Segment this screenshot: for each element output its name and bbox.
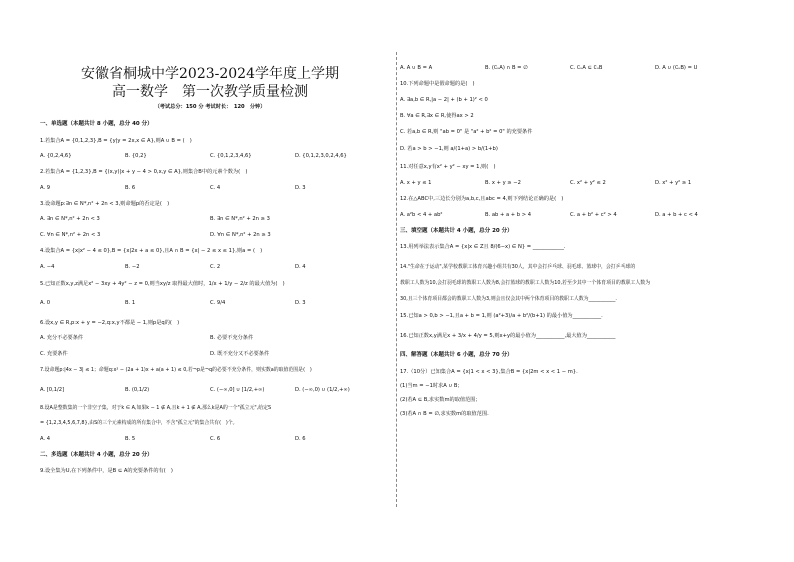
question-17-part3: (3)若A ∩ B = ∅,求实数m的取值范围. bbox=[400, 411, 489, 417]
option[interactable]: B. (0,1/2) bbox=[125, 387, 150, 393]
option[interactable]: A. {0,2,4,6} bbox=[40, 153, 72, 159]
option[interactable]: C. 9/4 bbox=[210, 300, 226, 306]
option[interactable]: D. a + b + c < 4 bbox=[655, 212, 698, 218]
question-14-line2: 教职工人数为10,会打羽毛球的教职工人数为8,会打篮球的教职工人数为10,若至少其中一个体育项目的教职工人数为 bbox=[400, 280, 651, 286]
option[interactable]: D. 6 bbox=[295, 436, 306, 442]
question-1-options bbox=[40, 153, 380, 159]
question-12-options bbox=[400, 212, 740, 218]
option[interactable]: A. ∃n ∈ N*,n² + 2n < 3 bbox=[40, 216, 100, 222]
option[interactable]: C. ∀n ∈ N*,n² + 2n < 3 bbox=[40, 232, 101, 238]
option[interactable]: B. ∃n ∈ N*,n² + 2n ≥ 3 bbox=[210, 216, 270, 222]
option[interactable]: A. A ∪ B = A bbox=[400, 65, 433, 71]
option[interactable]: C. a + b² + c² > 4 bbox=[570, 212, 617, 218]
option[interactable]: C. 2 bbox=[210, 264, 221, 270]
question-13: 13.用列举法表示集合A = {x|x ∈ Z且 8/(6−x) ∈ N} = ____________. bbox=[400, 244, 566, 250]
exam-title: 安徽省桐城中学2023-2024学年度上学期 bbox=[81, 66, 339, 82]
option[interactable]: D. (−∞,0) ∪ (1/2,+∞) bbox=[295, 387, 350, 393]
option[interactable]: B. −2 bbox=[125, 264, 140, 270]
option[interactable]: A. 9 bbox=[40, 185, 51, 191]
question-14-line1: 14."生命在于运动",某学校教职工体育兴趣小组共有30人，其中会打乒乓球、羽毛球、篮球中，会打乒乓球的 bbox=[400, 264, 636, 270]
option[interactable]: B. 6 bbox=[125, 185, 136, 191]
question-5-options bbox=[40, 300, 380, 306]
option[interactable]: B. {0,2} bbox=[125, 153, 147, 159]
option[interactable]: B. ab + a + b > 4 bbox=[485, 212, 532, 218]
question-4: 4.设集合A = {x|x² − 4 ≤ 0},B = {x|2x + a ≤ 0},且A ∩ B = {x| − 2 ≤ x ≤ 1},则a = ( ) bbox=[40, 248, 263, 254]
option[interactable]: A. −4 bbox=[40, 264, 55, 270]
option[interactable]: B. 必要不充分条件 bbox=[210, 335, 254, 341]
question-7-options bbox=[40, 387, 380, 393]
option[interactable]: D. 既不充分又不必要条件 bbox=[210, 351, 270, 357]
option[interactable]: C. 4 bbox=[210, 185, 221, 191]
section-answer: 四、解答题（本题共计 6 小题，总分 70 分） bbox=[400, 352, 513, 358]
question-3-options-row1 bbox=[40, 216, 380, 222]
question-3-options-row2 bbox=[40, 232, 380, 238]
question-9-options bbox=[400, 65, 740, 71]
option[interactable]: C. (−∞,0] ∪ [1/2,+∞) bbox=[210, 387, 265, 393]
question-10-option-b[interactable]: B. ∀a ∈ R,∃x ∈ R,使得ax > 2 bbox=[400, 113, 474, 119]
question-10-option-c[interactable]: C. 若a,b ∈ R,则 "ab = 0" 是 "a² + b² = 0" 的充要条件 bbox=[400, 129, 533, 135]
question-15: 15.已知a > 0,b > −1,且a + b = 1,则 (a²+3)/a + b²/(b+1) 的最小值为___________. bbox=[400, 313, 603, 319]
question-10: 10.下列命题中是假命题的是( ) bbox=[400, 81, 475, 87]
question-17: 17.（10分）已知集合A = {x|1 < x < 3},集合B = {x|2m < x < 1 − m}. bbox=[400, 369, 578, 375]
question-11: 11.对任意x,y有x² + y² − xy = 1,则( ) bbox=[400, 164, 496, 170]
section-single-choice: 一、单选题（本题共计 8 小题，总分 40 分） bbox=[40, 121, 153, 127]
question-16: 16.已知正数x,y满足x + 3/x + 4/y = 5,则x+y的最小值为___________,最大值为___________ bbox=[400, 333, 616, 339]
option[interactable]: D. {0,1,2,3,0,2,4,6} bbox=[295, 153, 347, 159]
option[interactable]: C. {0,1,2,3,4,6} bbox=[210, 153, 252, 159]
question-2-options bbox=[40, 185, 380, 191]
question-14-line3: 30,且三个体育项目都会的教职工人数为3,则会且仅会其中两个体育项目的教职工人数为___________. bbox=[400, 296, 617, 302]
question-5: 5.已知正数x,y,z满足x² − 3xy + 4y² − z = 0,则当xy/z 取得最大值时，1/x + 1/y − 2/z 的最大值为( ) bbox=[40, 281, 285, 287]
question-12: 12.在△ABC中,三边长分别为a,b,c,且abc = 4,则下列结论正确的是( ) bbox=[400, 196, 564, 202]
left-column bbox=[40, 0, 380, 562]
column-divider bbox=[396, 52, 397, 507]
question-6: 6.设x,y ∈ R,p:x + y = −2,q:x,y不都是 − 1,则p是q的( ) bbox=[40, 320, 180, 326]
option[interactable]: B. 1 bbox=[125, 300, 136, 306]
option[interactable]: B. 5 bbox=[125, 436, 136, 442]
question-6-options-row1 bbox=[40, 335, 380, 341]
question-1: 1.若集合A = {0,1,2,3},B = {y|y = 2x,x ∈ A},则A ∪ B = ( ) bbox=[40, 138, 192, 144]
option[interactable]: A. a²b < 4 + ab² bbox=[400, 212, 443, 218]
question-8-line2: = {1,2,3,4,5,6,7,8},由S的三个元素构成的所有集合中，不含"孤立元"的集合共有( )个。 bbox=[40, 420, 238, 426]
option[interactable]: C. 充要条件 bbox=[40, 351, 68, 357]
exam-subtitle: 高一数学 第一次教学质量检测 bbox=[112, 84, 308, 100]
option[interactable]: A. x + y ≤ 1 bbox=[400, 180, 432, 186]
question-4-options bbox=[40, 264, 380, 270]
right-column bbox=[400, 0, 740, 562]
question-10-option-a[interactable]: A. ∃a,b ∈ R,|a − 2| + (b + 1)² < 0 bbox=[400, 97, 488, 103]
option[interactable]: D. x² + y² ≥ 1 bbox=[655, 180, 692, 186]
question-17-part1: (1)当m = −1时求A ∪ B； bbox=[400, 383, 463, 389]
option[interactable]: C. x² + y² ≤ 2 bbox=[570, 180, 606, 186]
option[interactable]: B. x + y ≥ −2 bbox=[485, 180, 521, 186]
question-10-option-d[interactable]: D. 若a > b > −1,则 a/(1+a) > b/(1+b) bbox=[400, 146, 498, 152]
option[interactable]: A. 4 bbox=[40, 436, 51, 442]
exam-meta: （考试总分：150 分 考试时长： 120 分钟） bbox=[154, 104, 266, 110]
question-9: 9.设全集为U,在下列条件中，是B ⊆ A的充要条件的有( ) bbox=[40, 468, 173, 474]
option[interactable]: D. 4 bbox=[295, 264, 306, 270]
option[interactable]: A. 充分不必要条件 bbox=[40, 335, 84, 341]
question-2: 2.若集合A = {1,2,3},B = {(x,y)|x + y − 4 > 0,x,y ∈ A},则集合B中的元素个数为( ) bbox=[40, 169, 248, 175]
question-7: 7.设命题p:|4x − 3| ≤ 1；命题q:x² − (2a + 1)x + a(a + 1) ≤ 0,若¬p是¬q的必要不充分条件，则实数a的取值范围是( ) bbox=[40, 367, 312, 373]
option[interactable]: C. 6 bbox=[210, 436, 221, 442]
question-17-part2: (2)若A ⊆ B,求实数m的取值范围； bbox=[400, 397, 481, 403]
question-8-options bbox=[40, 436, 380, 442]
question-3: 3.设命题p:∃n ∈ N*,n² + 2n < 3,则命题p的否定是( ) bbox=[40, 201, 170, 207]
section-fill-in: 三、填空题（本题共计 4 小题，总分 20 分） bbox=[400, 228, 513, 234]
option[interactable]: A. 0 bbox=[40, 300, 51, 306]
question-6-options-row2 bbox=[40, 351, 380, 357]
question-11-options bbox=[400, 180, 740, 186]
section-multi-choice: 二、多选题（本题共计 4 小题，总分 20 分） bbox=[40, 452, 153, 458]
question-8-line1: 8.设A是整数集的一个非空子集，对于k ∈ A,如果k − 1 ∉ A,且k + 1 ∉ A,那么k是A的一个"孤立元",给定S bbox=[40, 405, 272, 411]
option[interactable]: A. [0,1/2] bbox=[40, 387, 65, 393]
option[interactable]: D. 3 bbox=[295, 185, 306, 191]
option[interactable]: D. A ∪ (∁ᵤB) = U bbox=[655, 65, 698, 71]
option[interactable]: D. ∀n ∈ N*,n² + 2n ≥ 3 bbox=[210, 232, 271, 238]
option[interactable]: C. ∁ᵤA ⊆ ∁ᵤB bbox=[570, 65, 603, 71]
option[interactable]: B. (∁ᵤA) ∩ B = ∅ bbox=[485, 65, 528, 71]
option[interactable]: D. 3 bbox=[295, 300, 306, 306]
